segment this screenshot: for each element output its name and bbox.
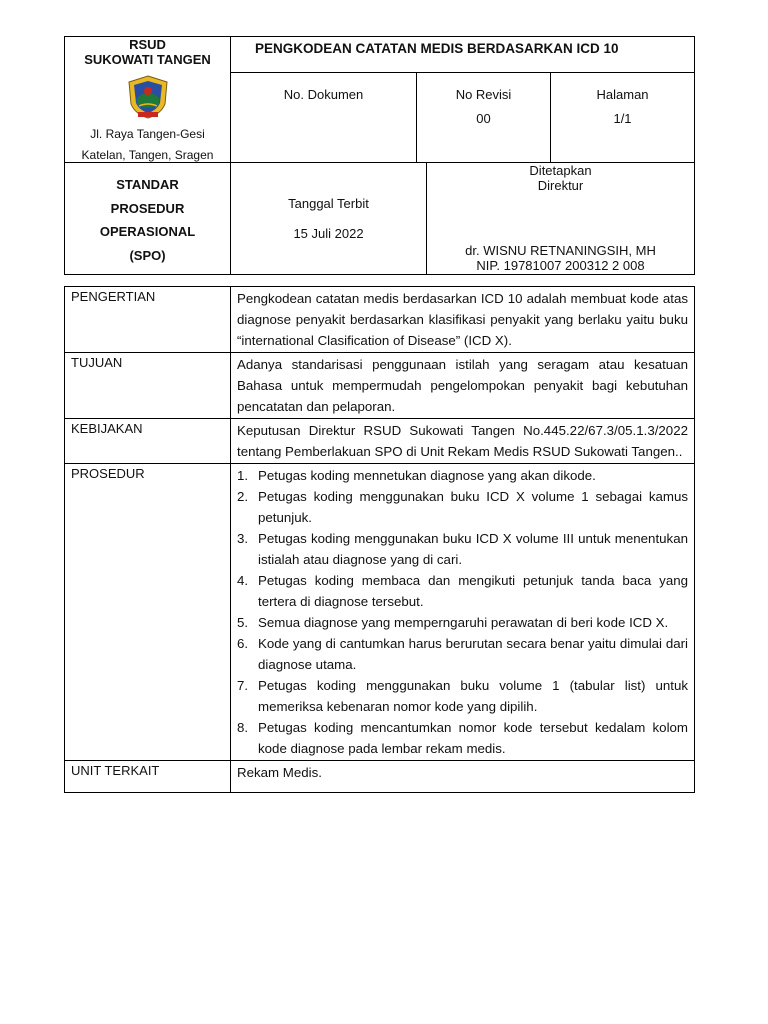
step-number: 3. [237, 531, 249, 546]
no-revisi-label: No Revisi [455, 87, 512, 102]
step-number: 2. [237, 489, 249, 504]
section-row-unit-terkait [65, 761, 695, 793]
section-label: PROSEDUR [65, 464, 231, 761]
step-number: 8. [237, 720, 249, 735]
step-text: Petugas koding menggunakan buku ICD X volume 1 sebagai kamus petunjuk. [258, 489, 688, 525]
no-dokumen-label: No. Dokumen [283, 87, 364, 102]
step-number: 4. [237, 573, 249, 588]
procedure-step [237, 612, 688, 633]
halaman-cell [551, 73, 695, 163]
hospital-name-line1: RSUD [129, 37, 166, 52]
section-text: Keputusan Direktur RSUD Sukowati Tangen No.445.22/67.3/05.1.3/2022 tentang Pemberlakuan SPO di Unit Rekam Medis RSUD Sukowati Tangen.. [231, 419, 695, 464]
spo-title-line4: (SPO) [129, 247, 166, 263]
procedure-step [237, 717, 688, 759]
procedure-step [237, 486, 688, 528]
halaman-label: Halaman [596, 87, 649, 102]
document-title: PENGKODEAN CATATAN MEDIS BERDASARKAN ICD 10 [231, 37, 695, 73]
section-text: Adanya standarisasi penggunaan istilah yang seragam atau kesatuan Bahasa untuk mempermudah pengelompokan penyakit bagi kebutuhan pencatatan dan pelaporan. [231, 353, 695, 419]
procedure-list [237, 465, 688, 759]
step-number: 7. [237, 678, 249, 693]
step-number: 5. [237, 615, 249, 630]
step-text: Semua diagnose yang memperngaruhi perawatan di beri kode ICD X. [258, 615, 669, 630]
hospital-address-line2: Katelan, Tangen, Sragen [81, 148, 214, 162]
step-text: Petugas koding menggunakan buku volume 1 (tabular list) untuk memeriksa kebenaran nomor kode yang dipilih. [258, 678, 688, 714]
section-row-tujuan [65, 353, 695, 419]
signer-name: dr. WISNU RETNANINGSIH, MH [465, 243, 656, 258]
procedure-step [237, 528, 688, 570]
step-text: Petugas koding mennetukan diagnose yang akan dikode. [258, 468, 596, 483]
procedure-step [237, 465, 688, 486]
step-text: Petugas koding mencantumkan nomor kode tersebut kedalam kolom kode diagnose pada lembar rekam medis. [258, 720, 688, 756]
step-number: 6. [237, 636, 249, 651]
sragen-regency-crest-icon [125, 74, 171, 120]
spo-title-line2: PROSEDUR [110, 200, 185, 216]
section-label: TUJUAN [65, 353, 231, 419]
step-text: Kode yang di cantumkan harus berurutan secara benar yaitu dimulai dari diagnose utama. [258, 636, 688, 672]
procedure-step [237, 675, 688, 717]
step-text: Petugas koding membaca dan mengikuti petunjuk tanda baca yang tertera di diagnose tersebut. [258, 573, 688, 609]
tanggal-terbit-cell [231, 163, 427, 275]
spo-title-cell [65, 163, 231, 275]
step-number: 1. [237, 468, 249, 483]
ditetapkan-label: Ditetapkan [529, 163, 592, 178]
no-revisi-cell [417, 73, 551, 163]
hospital-address-line1: Jl. Raya Tangen-Gesi [90, 127, 205, 141]
halaman-value: 1/1 [613, 111, 632, 126]
section-row-pengertian [65, 287, 695, 353]
ditetapkan-cell [427, 163, 695, 275]
section-text: Pengkodean catatan medis berdasarkan ICD 10 adalah membuat kode atas diagnose penyakit berdasarkan klasifikasi penyakit yang berlaku yaitu buku “international Clasification of Disease” (ICD X). [231, 287, 695, 353]
procedure-steps-cell [231, 464, 695, 761]
procedure-step [237, 633, 688, 675]
no-revisi-value: 00 [476, 111, 491, 126]
spo-title-line3: OPERASIONAL [99, 224, 196, 239]
section-label: PENGERTIAN [65, 287, 231, 353]
spo-content-table [64, 286, 695, 793]
section-label: UNIT TERKAIT [65, 761, 231, 793]
section-label: KEBIJAKAN [65, 419, 231, 464]
no-dokumen-cell [231, 73, 417, 163]
section-text: Rekam Medis. [231, 761, 695, 793]
signer-nip: NIP. 19781007 200312 2 008 [476, 258, 645, 273]
spo-info-table [64, 162, 695, 275]
hospital-name-line2: SUKOWATI TANGEN [84, 52, 211, 67]
document-header-table [64, 36, 695, 163]
hospital-identity-cell [65, 37, 231, 163]
tanggal-terbit-label: Tanggal Terbit [288, 196, 369, 211]
section-row-prosedur [65, 464, 695, 761]
direktur-label: Direktur [537, 178, 584, 193]
step-text: Petugas koding menggunakan buku ICD X volume III untuk menentukan istialah atau diagnose yang di cari. [258, 531, 688, 567]
tanggal-terbit-value: 15 Juli 2022 [293, 226, 364, 241]
section-row-kebijakan [65, 419, 695, 464]
spo-title-line1: STANDAR [116, 177, 179, 192]
procedure-step [237, 570, 688, 612]
